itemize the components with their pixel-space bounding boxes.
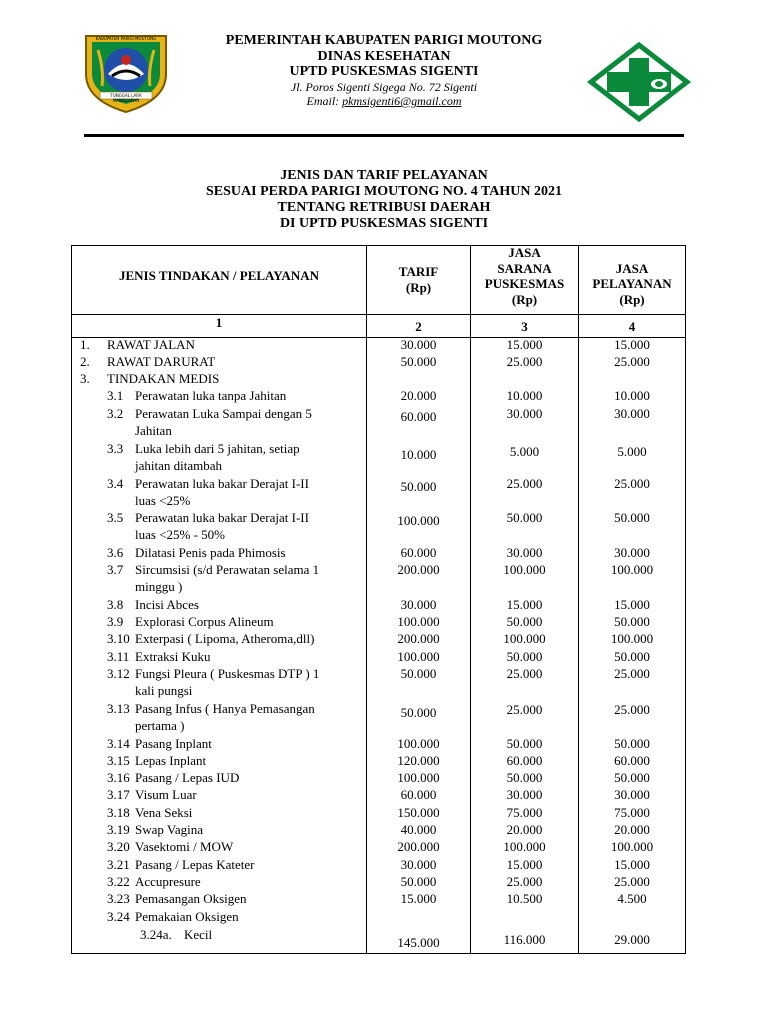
row-number: 2. xyxy=(80,354,90,369)
row-description: TINDAKAN MEDIS xyxy=(107,371,220,386)
tarif-value: 10.000 xyxy=(400,447,437,462)
row-description: Pasang / Lepas IUD xyxy=(135,770,240,785)
row-description: RAWAT JALAN xyxy=(107,337,195,352)
col-number-4: 4 xyxy=(628,319,636,334)
row-number: 3.19 xyxy=(107,822,130,837)
tarif-value: 120.000 xyxy=(397,753,440,768)
sarana-value: 100.000 xyxy=(503,562,546,577)
sarana-value: 116.000 xyxy=(503,932,546,947)
pelayanan-value: 15.000 xyxy=(614,337,650,352)
col-number-2: 2 xyxy=(415,319,422,334)
row-number: 1. xyxy=(80,337,90,352)
row-number: 3.9 xyxy=(107,614,124,629)
row-description: Accupresure xyxy=(135,874,201,889)
tarif-value: 100.000 xyxy=(397,736,440,751)
row-number: 3.3 xyxy=(107,441,124,456)
pelayanan-value: 25.000 xyxy=(614,354,650,369)
header-jasa-pelayanan-1: JASA xyxy=(615,261,649,276)
row-description: Sircumsisi (s/d Perawatan selama 1 xyxy=(135,562,320,577)
tarif-value: 50.000 xyxy=(400,666,437,681)
tarif-value: 200.000 xyxy=(397,631,440,646)
tarif-value: 50.000 xyxy=(400,479,437,494)
row-number: 3.10 xyxy=(107,631,130,646)
pelayanan-value: 100.000 xyxy=(610,631,654,646)
sarana-value: 15.000 xyxy=(506,857,543,872)
row-description: Exterpasi ( Lipoma, Atheroma,dll) xyxy=(135,631,315,646)
email-link[interactable]: pkmsigenti6@gmail.com xyxy=(342,94,462,108)
pelayanan-value: 30.000 xyxy=(614,545,650,560)
row-description: Pemasangan Oksigen xyxy=(135,891,247,906)
sarana-value: 5.000 xyxy=(509,444,540,459)
sarana-value: 25.000 xyxy=(506,666,543,681)
row-description: Visum Luar xyxy=(135,787,197,802)
tarif-value: 200.000 xyxy=(397,562,440,577)
sarana-value: 60.000 xyxy=(506,753,543,768)
pelayanan-value: 75.000 xyxy=(614,805,650,820)
tarif-value: 100.000 xyxy=(397,770,440,785)
pelayanan-value: 50.000 xyxy=(614,614,650,629)
pelayanan-value: 100.000 xyxy=(610,562,654,577)
row-description: Pasang Inplant xyxy=(135,736,212,751)
sarana-value: 30.000 xyxy=(506,406,543,421)
tarif-value: 40.000 xyxy=(400,822,437,837)
row-description: kali pungsi xyxy=(135,683,193,698)
tarif-value: 200.000 xyxy=(397,839,440,854)
letterhead-divider xyxy=(84,134,684,137)
header-jasa-pelayanan-2: PELAYANAN xyxy=(592,276,672,291)
tarif-value: 30.000 xyxy=(400,597,437,612)
pelayanan-value: 50.000 xyxy=(614,649,650,664)
sarana-value: 10.500 xyxy=(506,891,543,906)
pelayanan-value: 4.500 xyxy=(617,891,647,906)
row-description: Explorasi Corpus Alineum xyxy=(135,614,274,629)
row-description: Lepas Inplant xyxy=(135,753,207,768)
tarif-value: 20.000 xyxy=(400,388,437,403)
tarif-value: 145.000 xyxy=(397,935,440,950)
tarif-value: 15.000 xyxy=(400,891,437,906)
pelayanan-value: 5.000 xyxy=(617,444,647,459)
table-border-left xyxy=(71,245,72,954)
row-description: Incisi Abces xyxy=(135,597,199,612)
row-number: 3.22 xyxy=(107,874,130,889)
pelayanan-value: 25.000 xyxy=(614,874,650,889)
org-name-office: DINAS KESEHATAN xyxy=(317,49,451,64)
row-description: luas <25% xyxy=(135,493,191,508)
row-number: 3.23 xyxy=(107,891,130,906)
pelayanan-value: 25.000 xyxy=(614,702,650,717)
tarif-value: 50.000 xyxy=(400,705,437,720)
row-number: 3.8 xyxy=(107,597,124,612)
row-number: 3.14 xyxy=(107,736,130,751)
tarif-value: 100.000 xyxy=(397,649,440,664)
tarif-value: 30.000 xyxy=(400,337,437,352)
pelayanan-value: 60.000 xyxy=(614,753,650,768)
row-number: 3.24 xyxy=(107,909,130,924)
pelayanan-value: 20.000 xyxy=(614,822,650,837)
row-description: Dilatasi Penis pada Phimosis xyxy=(135,545,286,560)
row-number: 3.11 xyxy=(107,649,130,664)
table-border-top xyxy=(71,245,686,246)
row-number: 3.6 xyxy=(107,545,124,560)
tarif-value: 60.000 xyxy=(400,545,437,560)
col-number-1: 1 xyxy=(215,315,223,330)
email-label: Email: xyxy=(306,94,343,108)
sarana-value: 25.000 xyxy=(506,874,543,889)
row-description: Perawatan luka tanpa Jahitan xyxy=(135,388,287,403)
row-number: 3.15 xyxy=(107,753,130,768)
row-description: Fungsi Pleura ( Puskesmas DTP ) 1 xyxy=(135,666,320,681)
header-jasa-sarana-2: SARANA xyxy=(497,261,552,276)
table-border-bottom xyxy=(71,953,686,954)
pelayanan-value: 50.000 xyxy=(614,770,650,785)
sarana-value: 100.000 xyxy=(503,839,546,854)
row-description: Luka lebih dari 5 jahitan, setiap xyxy=(135,441,300,456)
row-number: 3.7 xyxy=(107,562,124,577)
header-tarif: TARIF xyxy=(398,264,439,279)
pelayanan-value: 15.000 xyxy=(614,597,650,612)
pelayanan-value: 25.000 xyxy=(614,476,650,491)
row-number: 3.16 xyxy=(107,770,130,785)
tarif-value: 50.000 xyxy=(400,874,437,889)
org-name-puskesmas: UPTD PUSKESMAS SIGENTI xyxy=(289,64,479,79)
seal-text-bottom: TUNGGAL LARA MANGGARAN xyxy=(110,93,142,103)
row-number: 3.1 xyxy=(107,388,124,403)
sarana-value: 30.000 xyxy=(506,787,543,802)
row-description: RAWAT DARURAT xyxy=(107,354,216,369)
sarana-value: 50.000 xyxy=(506,649,543,664)
row-description: jahitan ditambah xyxy=(135,458,223,473)
pelayanan-value: 29.000 xyxy=(614,932,650,947)
pelayanan-value: 15.000 xyxy=(614,857,650,872)
row-number: 3.20 xyxy=(107,839,130,854)
sarana-value: 25.000 xyxy=(506,354,543,369)
row-description: Kecil xyxy=(184,927,213,942)
pelayanan-value: 30.000 xyxy=(614,406,650,421)
row-description: Perawatan luka bakar Derajat I-II xyxy=(135,510,309,525)
sarana-value: 20.000 xyxy=(506,822,543,837)
row-number: 3.24a. xyxy=(140,927,172,942)
row-number: 3.17 xyxy=(107,787,130,802)
table-border-right xyxy=(685,245,686,954)
row-number: 3.5 xyxy=(107,510,124,525)
sarana-value: 25.000 xyxy=(506,476,543,491)
row-description: Pemakaian Oksigen xyxy=(135,909,239,924)
sarana-value: 50.000 xyxy=(506,614,543,629)
row-description: Vasektomi / MOW xyxy=(135,839,234,854)
row-description: Pasang / Lepas Kateter xyxy=(135,857,255,872)
sarana-value: 25.000 xyxy=(506,702,543,717)
sarana-value: 15.000 xyxy=(506,337,543,352)
header-jasa-pelayanan-unit: (Rp) xyxy=(619,292,645,307)
tarif-value: 150.000 xyxy=(397,805,440,820)
row-number: 3. xyxy=(80,371,90,386)
tarif-value: 60.000 xyxy=(400,409,437,424)
row-description: Extraksi Kuku xyxy=(135,649,211,664)
pelayanan-value: 25.000 xyxy=(614,666,650,681)
row-description: Pasang Infus ( Hanya Pemasangan xyxy=(135,701,315,716)
tarif-value: 60.000 xyxy=(400,787,437,802)
pelayanan-value: 50.000 xyxy=(614,510,650,525)
pelayanan-value: 100.000 xyxy=(610,839,654,854)
sarana-value: 50.000 xyxy=(506,510,543,525)
puskesmas-logo xyxy=(585,42,693,122)
sarana-value: 100.000 xyxy=(503,631,546,646)
pelayanan-value: 30.000 xyxy=(614,787,650,802)
seal-text-top: KABUPATEN PARIGI MOUTONG xyxy=(95,36,157,41)
row-number: 3.18 xyxy=(107,805,130,820)
row-number: 3.21 xyxy=(107,857,130,872)
row-description: luas <25% - 50% xyxy=(135,527,226,542)
row-description: Vena Seksi xyxy=(135,805,193,820)
org-address: Jl. Poros Sigenti Sigega No. 72 Sigenti xyxy=(290,80,478,94)
row-description: Jahitan xyxy=(135,423,172,438)
row-description: pertama ) xyxy=(135,718,185,733)
doc-title-line3: TENTANG RETRIBUSI DAERAH xyxy=(277,200,491,215)
sarana-value: 50.000 xyxy=(506,770,543,785)
sarana-value: 50.000 xyxy=(506,736,543,751)
header-jenis-tindakan: JENIS TINDAKAN / PELAYANAN xyxy=(119,268,319,283)
tarif-value: 100.000 xyxy=(397,513,440,528)
sarana-value: 10.000 xyxy=(506,388,543,403)
org-name-regency: PEMERINTAH KABUPATEN PARIGI MOUTONG xyxy=(225,33,543,48)
sarana-value: 30.000 xyxy=(506,545,543,560)
sarana-value: 75.000 xyxy=(506,805,543,820)
row-description: minggu ) xyxy=(135,579,183,594)
row-number: 3.12 xyxy=(107,666,130,681)
pelayanan-value: 10.000 xyxy=(614,388,650,403)
col-number-3: 3 xyxy=(521,319,528,334)
doc-title-line4: DI UPTD PUSKESMAS SIGENTI xyxy=(279,216,489,231)
doc-title-line2: SESUAI PERDA PARIGI MOUTONG NO. 4 TAHUN 2021 xyxy=(205,184,562,199)
row-description: Perawatan luka bakar Derajat I-II xyxy=(135,476,309,491)
tarif-value: 30.000 xyxy=(400,857,437,872)
row-number: 3.2 xyxy=(107,406,124,421)
pelayanan-value: 50.000 xyxy=(614,736,650,751)
tarif-value: 100.000 xyxy=(397,614,440,629)
tarif-value: 50.000 xyxy=(400,354,437,369)
header-tarif-unit: (Rp) xyxy=(405,280,432,295)
header-jasa-sarana-1: JASA xyxy=(508,245,541,260)
row-number: 3.4 xyxy=(107,476,124,491)
sarana-value: 15.000 xyxy=(506,597,543,612)
row-number: 3.13 xyxy=(107,701,130,716)
header-jasa-sarana-unit: (Rp) xyxy=(511,292,538,307)
doc-title-line1: JENIS DAN TARIF PELAYANAN xyxy=(280,168,488,183)
header-jasa-sarana-3: PUSKESMAS xyxy=(484,276,565,291)
row-description: Perawatan Luka Sampai dengan 5 xyxy=(135,406,312,421)
row-description: Swap Vagina xyxy=(135,822,204,837)
